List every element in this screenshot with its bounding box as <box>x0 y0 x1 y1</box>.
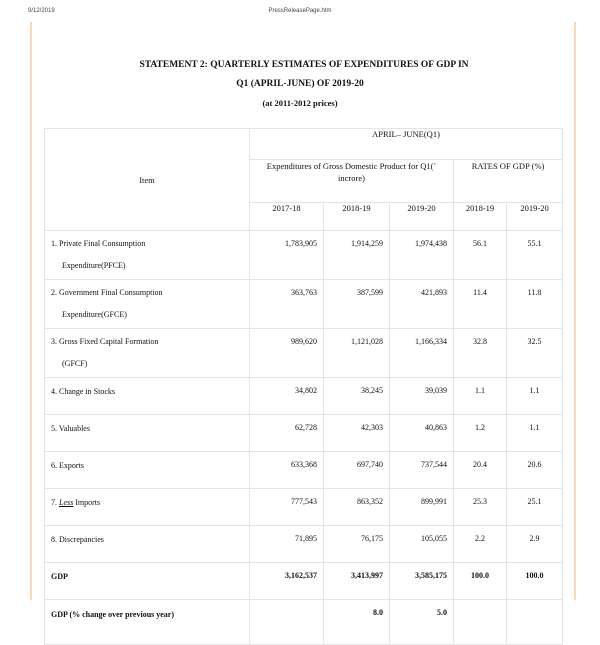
item-label: 8. Discrepancies <box>45 526 250 563</box>
item-label: Imports <box>73 498 101 507</box>
item-label: 1. Private Final Consumption <box>51 239 146 248</box>
value-2019-20: 421,893 <box>390 280 454 329</box>
value-2019-20: 3,585,175 <box>390 563 454 600</box>
table-row-pfce <box>45 231 563 280</box>
value-2018-19: 3,413,997 <box>324 563 390 600</box>
rate-2019-20: 1.1 <box>507 415 563 452</box>
rate-2019-20: 11.8 <box>507 280 563 329</box>
item-label-continued: Expenditure(PFCE) <box>62 261 126 270</box>
rate-2018-19 <box>454 600 507 645</box>
value-2019-20: 40,863 <box>390 415 454 452</box>
gdp-expenditure-table <box>44 128 563 645</box>
rates-group-header: RATES OF GDP (%) <box>454 160 563 203</box>
item-cell <box>45 231 250 280</box>
table-row-gfcf <box>45 329 563 378</box>
value-2018-19: 697,740 <box>324 452 390 489</box>
value-2017-18: 363,763 <box>250 280 324 329</box>
rate-2018-19: 1.2 <box>454 415 507 452</box>
item-label: 4. Change in Stocks <box>45 378 250 415</box>
item-cell <box>45 280 250 329</box>
item-number: 7. <box>51 498 59 507</box>
rate-2018-19: 32.8 <box>454 329 507 378</box>
value-2019-20: 1,166,334 <box>390 329 454 378</box>
statement-title: STATEMENT 2: QUARTERLY ESTIMATES OF EXPENDITURES OF GDP IN <box>139 60 469 70</box>
value-2018-19: 76,175 <box>324 526 390 563</box>
statement-title-block <box>0 56 600 113</box>
value-2017-18: 777,543 <box>250 489 324 526</box>
rate-2018-19: 100.0 <box>454 563 507 600</box>
value-2018-19: 42,303 <box>324 415 390 452</box>
value-2017-18 <box>250 600 324 645</box>
item-label: GDP <box>45 563 250 600</box>
year-header-exp-2019-20: 2019-20 <box>390 203 454 231</box>
table-row-imports <box>45 489 563 526</box>
print-filename: PressReleasePage.htm <box>268 8 332 14</box>
rate-2018-19: 2.2 <box>454 526 507 563</box>
less-emphasis: Less <box>59 498 74 507</box>
value-2018-19: 863,352 <box>324 489 390 526</box>
item-label-continued: (GFCF) <box>62 359 88 368</box>
item-label: GDP (% change over previous year) <box>45 600 250 645</box>
rate-2019-20: 1.1 <box>507 378 563 415</box>
year-header-exp-2018-19: 2018-19 <box>324 203 390 231</box>
value-2017-18: 989,620 <box>250 329 324 378</box>
rate-2019-20 <box>507 600 563 645</box>
value-2017-18: 1,783,905 <box>250 231 324 280</box>
item-cell <box>45 489 250 526</box>
table-row-gfce <box>45 280 563 329</box>
rate-2018-19: 25.3 <box>454 489 507 526</box>
item-label: 3. Gross Fixed Capital Formation <box>51 337 159 346</box>
value-2018-19: 1,121,028 <box>324 329 390 378</box>
value-2017-18: 71,895 <box>250 526 324 563</box>
value-2019-20: 39,039 <box>390 378 454 415</box>
table-row-exports <box>45 452 563 489</box>
table-row-change-in-stocks <box>45 378 563 415</box>
value-2018-19: 387,599 <box>324 280 390 329</box>
print-header <box>0 6 600 18</box>
item-cell <box>45 329 250 378</box>
year-header-exp-2017-18: 2017-18 <box>250 203 324 231</box>
expenditures-group-header: Expenditures of Gross Domestic Product for Q1(` incrore) <box>250 160 454 203</box>
item-label-continued: Expenditure(GFCE) <box>62 310 127 319</box>
value-2018-19: 1,914,259 <box>324 231 390 280</box>
item-label: 5. Valuables <box>45 415 250 452</box>
value-2017-18: 633,368 <box>250 452 324 489</box>
year-header-rate-2018-19: 2018-19 <box>454 203 507 231</box>
rate-2019-20: 32.5 <box>507 329 563 378</box>
value-2019-20: 737,544 <box>390 452 454 489</box>
value-2019-20: 1,974,438 <box>390 231 454 280</box>
rate-2019-20: 55.1 <box>507 231 563 280</box>
value-2019-20: 105,055 <box>390 526 454 563</box>
item-column-header: Item <box>45 129 250 231</box>
rate-2018-19: 11.4 <box>454 280 507 329</box>
rate-2018-19: 1.1 <box>454 378 507 415</box>
value-2017-18: 62,728 <box>250 415 324 452</box>
period-header: APRIL– JUNE(Q1) <box>250 129 563 160</box>
print-date: 9/12/2019 <box>28 8 55 14</box>
table-row-valuables <box>45 415 563 452</box>
rate-2019-20: 100.0 <box>507 563 563 600</box>
value-2017-18: 3,162,537 <box>250 563 324 600</box>
value-2019-20: 899,991 <box>390 489 454 526</box>
statement-subtitle: Q1 (APRIL-JUNE) OF 2019-20 <box>236 79 364 89</box>
table-row-discrepancies <box>45 526 563 563</box>
value-2018-19: 38,245 <box>324 378 390 415</box>
rate-2018-19: 56.1 <box>454 231 507 280</box>
rate-2019-20: 2.9 <box>507 526 563 563</box>
item-label: 6. Exports <box>45 452 250 489</box>
table-row-gdp-total <box>45 563 563 600</box>
year-header-rate-2019-20: 2019-20 <box>507 203 563 231</box>
value-2017-18: 34,802 <box>250 378 324 415</box>
value-2018-19: 8.0 <box>324 600 390 645</box>
price-basis-note: (at 2011-2012 prices) <box>262 98 338 108</box>
table-row-gdp-growth <box>45 600 563 645</box>
rate-2019-20: 20.6 <box>507 452 563 489</box>
rate-2018-19: 20.4 <box>454 452 507 489</box>
rate-2019-20: 25.1 <box>507 489 563 526</box>
item-label: 2. Government Final Consumption <box>51 288 163 297</box>
value-2019-20: 5.0 <box>390 600 454 645</box>
